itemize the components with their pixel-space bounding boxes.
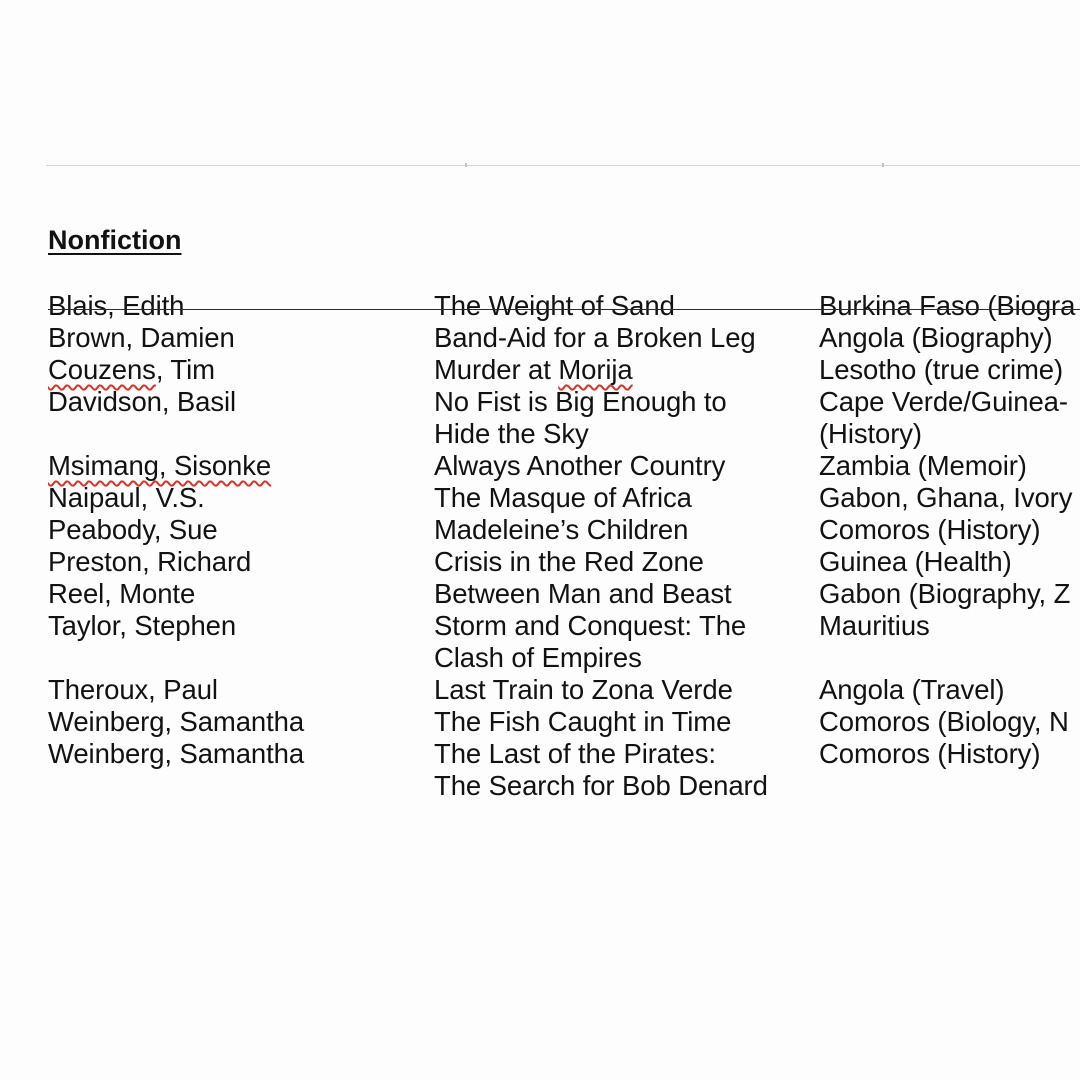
country-line: Comoros (Biology, N	[819, 706, 1069, 737]
country-cell	[819, 322, 1053, 354]
country-line: Gabon (Biography, Z	[819, 578, 1071, 609]
misspelled-word[interactable]: Msimang, Sisonke	[48, 450, 272, 481]
title-cell	[434, 674, 733, 706]
title-cell	[434, 386, 727, 450]
title-line: Hide the Sky	[434, 418, 589, 449]
table-row	[48, 706, 1080, 738]
country-line: Mauritius	[819, 610, 930, 641]
title-cell	[434, 354, 633, 386]
country-cell	[819, 706, 1069, 738]
title-cell	[434, 546, 704, 578]
title-line: The Fish Caught in Time	[434, 706, 732, 737]
ruler-tick	[882, 163, 884, 167]
title-cell	[434, 290, 675, 322]
table-row	[48, 450, 1080, 482]
author-cell: Weinberg, Samantha	[48, 706, 305, 737]
country-cell	[819, 546, 1012, 578]
title-line: Last Train to Zona Verde	[434, 674, 733, 705]
title-line: Storm and Conquest: The	[434, 610, 747, 641]
country-line: (History)	[819, 418, 922, 449]
country-cell	[819, 674, 1004, 706]
country-cell	[819, 738, 1040, 770]
author-cell: Davidson, Basil	[48, 386, 237, 417]
country-cell	[819, 290, 1075, 322]
author-cell: Peabody, Sue	[48, 514, 218, 545]
country-line: Comoros (History)	[819, 738, 1041, 769]
title-line: Clash of Empires	[434, 642, 642, 673]
header-divider	[46, 165, 1080, 166]
author-cell: Taylor, Stephen	[48, 610, 237, 641]
title-cell	[434, 706, 731, 738]
title-line: Always Another Country	[434, 450, 726, 481]
author-cell: Preston, Richard	[48, 546, 252, 577]
ruler-tick	[465, 163, 467, 167]
country-line: Comoros (History)	[819, 514, 1041, 545]
misspelled-word[interactable]: Morija	[558, 354, 633, 385]
country-cell	[819, 482, 1072, 514]
table-row	[48, 674, 1080, 706]
country-cell	[819, 450, 1027, 482]
title-line: Between Man and Beast	[434, 578, 732, 609]
country-line: Angola (Biography)	[819, 322, 1053, 353]
table-row	[48, 738, 1080, 802]
title-line: The Masque of Africa	[434, 482, 692, 513]
table-row	[48, 546, 1080, 578]
country-line: Guinea (Health)	[819, 546, 1012, 577]
country-line: Burkina Faso (Biogra	[819, 290, 1076, 321]
country-cell	[819, 514, 1040, 546]
table-row	[48, 578, 1080, 610]
title-line: Madeleine’s Children	[434, 514, 689, 545]
title-cell	[434, 514, 688, 546]
author-text: , Tim	[155, 354, 215, 385]
title-line: The Last of the Pirates:	[434, 738, 716, 769]
country-line: Cape Verde/Guinea-	[819, 386, 1068, 417]
title-cell	[434, 482, 692, 514]
title-cell	[434, 610, 746, 674]
author-cell: Naipaul, V.S.	[48, 482, 205, 513]
author-cell	[48, 354, 215, 386]
country-cell	[819, 386, 1068, 450]
country-line: Angola (Travel)	[819, 674, 1005, 705]
author-cell: Weinberg, Samantha	[48, 738, 305, 769]
section-heading: Nonfiction	[48, 225, 182, 255]
country-line: Zambia (Memoir)	[819, 450, 1027, 481]
author-cell	[48, 450, 271, 482]
table-row	[48, 354, 1080, 386]
table-row	[48, 610, 1080, 674]
country-line: Lesotho (true crime)	[819, 354, 1064, 385]
title-line: The Search for Bob Denard	[434, 770, 768, 801]
title-cell	[434, 578, 732, 610]
author-cell: Theroux, Paul	[48, 674, 218, 705]
country-cell	[819, 610, 930, 642]
misspelled-word[interactable]: Couzens	[48, 354, 156, 385]
title-cell	[434, 738, 768, 802]
title-line: The Weight of Sand	[434, 290, 675, 321]
country-line: Gabon, Ghana, Ivory	[819, 482, 1073, 513]
title-cell	[434, 322, 756, 354]
author-cell: Blais, Edith	[48, 290, 185, 321]
title-line: No Fist is Big Enough to	[434, 386, 727, 417]
strikethrough-line	[48, 309, 1080, 310]
country-cell	[819, 578, 1070, 610]
book-list-table	[48, 290, 1080, 802]
title-text: Murder at	[434, 354, 559, 385]
table-row	[48, 482, 1080, 514]
author-cell: Reel, Monte	[48, 578, 196, 609]
author-cell: Brown, Damien	[48, 322, 235, 353]
country-cell	[819, 354, 1063, 386]
table-row	[48, 386, 1080, 450]
title-line: Crisis in the Red Zone	[434, 546, 704, 577]
table-row	[48, 322, 1080, 354]
table-row	[48, 290, 1080, 322]
title-cell	[434, 450, 725, 482]
title-line: Band-Aid for a Broken Leg	[434, 322, 756, 353]
table-row	[48, 514, 1080, 546]
